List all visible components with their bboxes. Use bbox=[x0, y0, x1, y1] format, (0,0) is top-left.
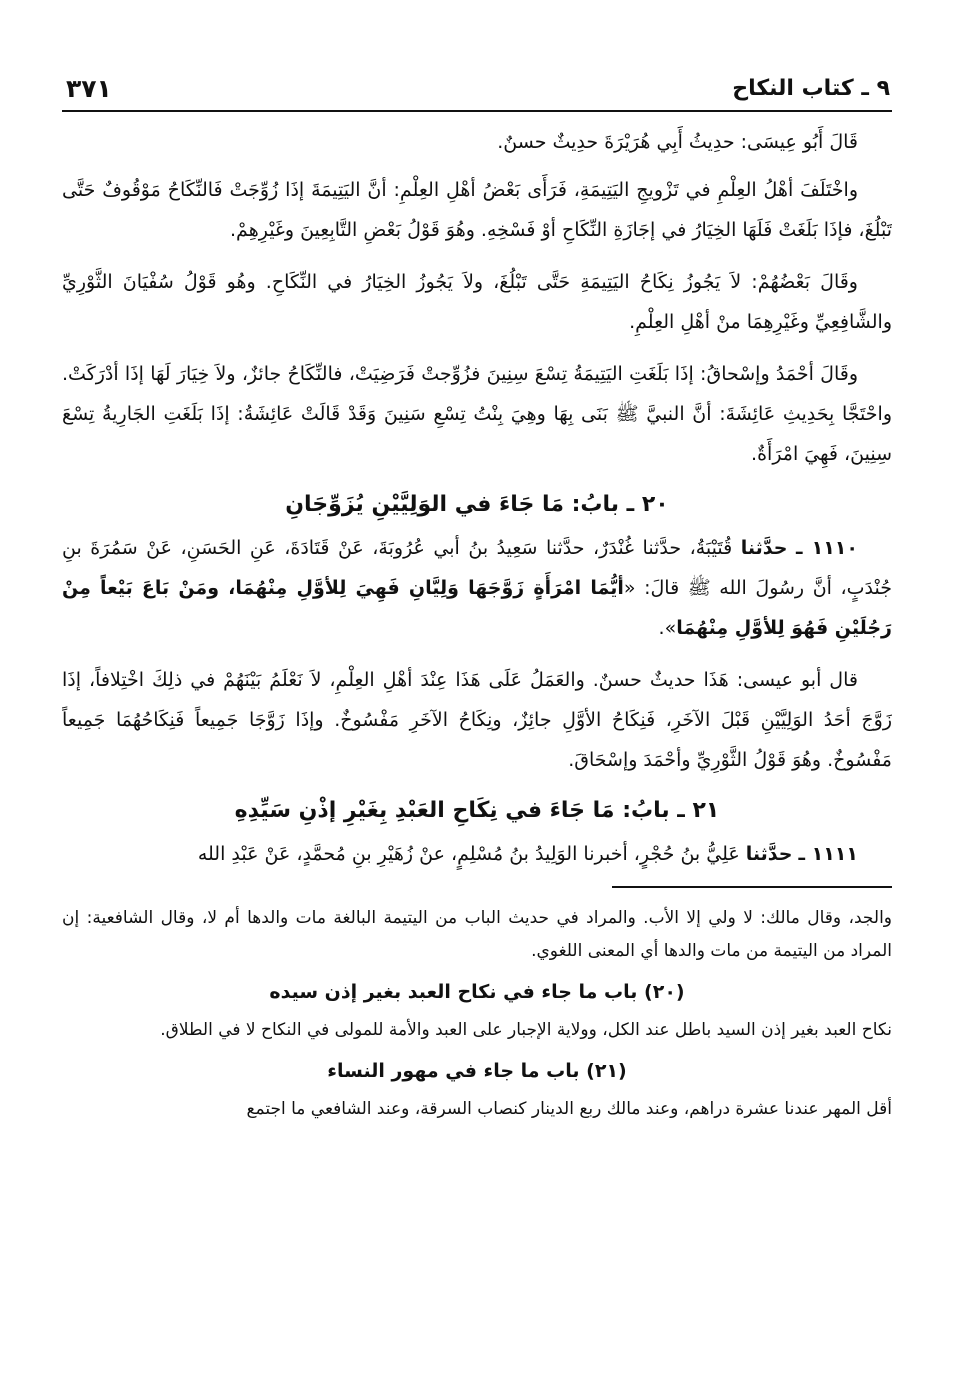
hadith-text: أيُّمَا امْرَأَةٍ زَوَّجَهَا وَلِيَّانِ فَهِيَ لِلأوَّلِ مِنْهُمَا، ومَنْ بَاعَ بَيْعاً مِنْ رَجُلَيْنِ فَهُوَ لِلأوَّلِ مِنْهُمَا bbox=[62, 577, 892, 639]
paragraph-ahmad-ishaq: وقَالَ أحْمَدُ وإسْحاقُ: إذَا بَلَغَتِ اليَتِيمَةُ تِسْعَ سِنِينَ فزُوِّجتْ فَرَضِيَتْ، فالنِّكَاحُ جائزٌ، ولاَ خِيَارَ لَهَا إذَا أدْرَكَتْ. واحْتَجَّا بِحَدِيثِ عَائِشَةَ: أنَّ النبيَّ ﷺ بَنَى بِهَا وهِيَ بِنْتُ تِسْعِ سَنِينَ وَقَدْ قَالَتْ عَائِشَةُ: إذَا بَلَغَتِ الجَارِيةُ تِسْعَ سِنِينَ، فَهِيَ امْرَأَةٌ. bbox=[62, 363, 892, 465]
footnote-paragraph: والجد، وقال مالك: لا ولي إلا الأب. والمراد في حديث الباب من اليتيمة البالغة مات والدها أم لا، وقال الشافعية: إن المراد من اليتيمة من مات والدها أي المعنى اللغوي. bbox=[62, 908, 892, 961]
main-text bbox=[62, 122, 892, 874]
hadith-lead: حدَّثنا bbox=[740, 537, 788, 559]
hadith-1110 bbox=[62, 528, 892, 648]
paragraph-abu-isa-grading: قَالَ أَبُو عِيسَى: حدِيثُ أَبِي هُرَيْرَةَ حدِيثٌ حسنٌ. bbox=[497, 131, 858, 153]
book-page bbox=[62, 70, 892, 1360]
hadith-chain: عَلِيُّ بنُ حُجْرٍ، أخبرنا الوَلِيدُ بنُ مُسْلِمٍ، عنْ زُهَيْرِ بنِ مُحمَّدٍ، عَنْ عَبْدِ الله bbox=[197, 843, 740, 865]
hadith-close: ». bbox=[658, 617, 677, 639]
paragraph-abu-isa-commentary: قال أبو عيسى: هَذَا حديثٌ حسنٌ. والعَمَلُ عَلَى هَذَا عِنْدَ أهْلِ العِلْمِ، لاَ نَعْلَمُ بَيْنَهُمْ في ذلِكَ اخْتِلافاً، إذَا زَوَّجَ أحَدُ الوَلِيَّيْنِ قَبْلَ الآخَرِ، فَنِكَاحُ الأوَّلِ جائِزٌ، ونِكَاحُ الآخَرِ مَفْسُوخٌ. وإذَا زَوَّجَا جَمِيعاً فَنِكَاحُهُمَا جَمِيعاً مَفْسُوخٌ. وهُوَ قَوْلُ الثَّوْرِيِّ وأحْمَدَ وإسْحَاقَ. bbox=[62, 669, 892, 771]
page-header bbox=[62, 70, 892, 112]
hadith-lead: حدَّثنا bbox=[745, 843, 793, 865]
hadith-number: ١١١١ ـ bbox=[798, 843, 858, 865]
hadith-chain: قُتَيْبَةُ، حدَّثنا غُنْدَرٌ، حدَّثنا سَعِيدُ بنُ أبي عُرُوبَةَ، عَنْ قَتَادَةَ، عَنِ الحَسَنِ، عَنْ سَمُرَةَ بنِ جُنْدَبٍ، أنَّ رسُولَ الله ﷺ قالَ: « bbox=[62, 537, 892, 599]
hadith-1111 bbox=[62, 834, 892, 874]
footnotes bbox=[62, 902, 892, 1126]
footnote-paragraph: أقل المهر عندنا عشرة دراهم، وعند مالك ربع الدينار كنصاب السرقة، وعند الشافعي ما اجتمع bbox=[246, 1099, 892, 1119]
footnote-separator bbox=[612, 886, 892, 888]
footnote-heading-21: (٢١) باب ما جاء في مهور النساء bbox=[327, 1060, 627, 1082]
footnote-heading-20: (٢٠) باب ما جاء في نكاح العبد بغير إذن سيده bbox=[269, 981, 685, 1003]
chapter-heading-20: ٢٠ ـ بابُ: مَا جَاءَ في الوَلِيَّيْنِ يُزَوِّجَانِ bbox=[285, 492, 669, 517]
chapter-heading-21: ٢١ ـ بابُ: مَا جَاءَ في نِكَاحِ العَبْدِ بِغَيْرِ إذْنِ سَيِّدِهِ bbox=[234, 798, 720, 823]
footnote-paragraph: نكاح العبد بغير إذن السيد باطل عند الكل، وولاية الإجبار على العبد والأمة للمولى في النكاح لا في الطلاق. bbox=[160, 1020, 892, 1040]
hadith-number: ١١١٠ ـ bbox=[796, 537, 858, 559]
paragraph-scholars-differ: واخْتَلَفَ أهْلُ العِلْمِ في تَزْويجِ اليَتِيمَةِ، فَرَأَى بَعْضُ أهْلِ العِلْمِ: أنَّ اليَتِيمَةَ إذَا زُوِّجَتْ فَالنِّكَاحُ مَوْقُوفٌ حَتَّى تَبْلُغَ، فإذَا بَلَغَتْ فَلَهَا الخِيَارُ في إجَازَةِ النِّكَاحِ أوْ فَسْخِهِ. وهُوَ قَوْلُ بَعْضِ التَّابِعِينَ وغَيْرِهِمْ. bbox=[62, 179, 892, 241]
paragraph-some-said: وقَالَ بَعْضُهُمْ: لاَ يَجُوزُ نِكَاحُ اليَتِيمَةِ حَتَّى تَبْلُغَ، ولاَ يَجُوزُ الخِيَارُ في النِّكَاحِ. وهُو قَوْلُ سُفْيَانَ الثَّوْرِيِّ والشَّافِعِيِّ وغَيْرِهِمَا منْ أهْلِ العِلْمِ. bbox=[62, 271, 892, 333]
running-chapter-title: ٩ ـ كتاب النكاح bbox=[732, 76, 890, 101]
page-number: ٣٧١ bbox=[66, 74, 112, 103]
